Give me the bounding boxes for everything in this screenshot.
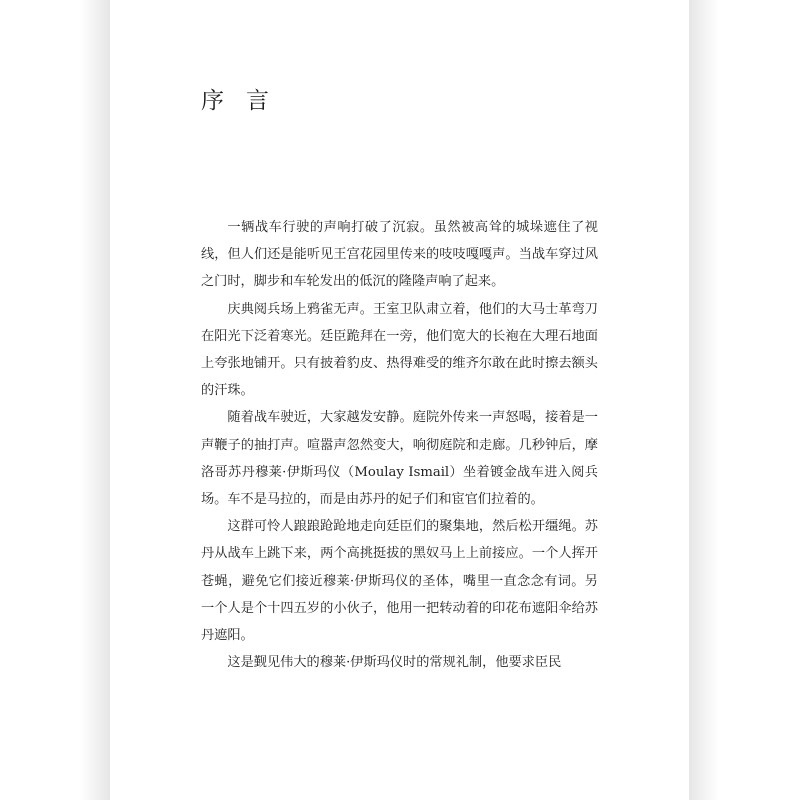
chapter-title-char: 序	[201, 88, 224, 114]
page-shadow-right	[689, 0, 719, 800]
book-page	[110, 0, 689, 800]
chapter-title	[201, 82, 269, 115]
chapter-title-char: 言	[246, 88, 269, 114]
paragraph: 一辆战车行驶的声响打破了沉寂。虽然被高耸的城垛遮住了视线，但人们还是能听见王宫花园里传来的吱吱嘎嘎声。当战车穿过风之门时，脚步和车轮发出的低沉的隆隆声响了起来。	[201, 220, 598, 290]
paragraph: 这是觐见伟大的穆莱·伊斯玛仪时的常规礼制，他要求臣民	[227, 655, 562, 671]
paragraph: 这群可怜人踉踉跄跄地走向廷臣们的聚集地，然后松开缰绳。苏丹从战车上跳下来，两个高挑挺拔的黑奴马上上前接应。一个人挥开苍蝇，避免它们接近穆莱·伊斯玛仪的圣体，嘴里一直念念有词。另一个人是个十四五岁的小伙子，他用一把转动着的印花布遮阳伞给苏丹遮阳。	[201, 519, 598, 644]
chapter-body	[201, 214, 598, 676]
paragraph: 随着战车驶近，大家越发安静。庭院外传来一声怒喝，接着是一声鞭子的抽打声。喧嚣声忽然变大，响彻庭院和走廊。几秒钟后，摩洛哥苏丹穆莱·伊斯玛仪（Moulay Ismail）坐着镀金战车进入阅兵场。车不是马拉的，而是由苏丹的妃子们和宦官们拉着的。	[201, 410, 598, 508]
paragraph: 庆典阅兵场上鸦雀无声。王室卫队肃立着，他们的大马士革弯刀在阳光下泛着寒光。廷臣跪拜在一旁，他们宽大的长袍在大理石地面上夸张地铺开。只有披着豹皮、热得难受的维齐尔敢在此时擦去额头的汗珠。	[201, 301, 598, 399]
page-shadow-left	[80, 0, 110, 800]
